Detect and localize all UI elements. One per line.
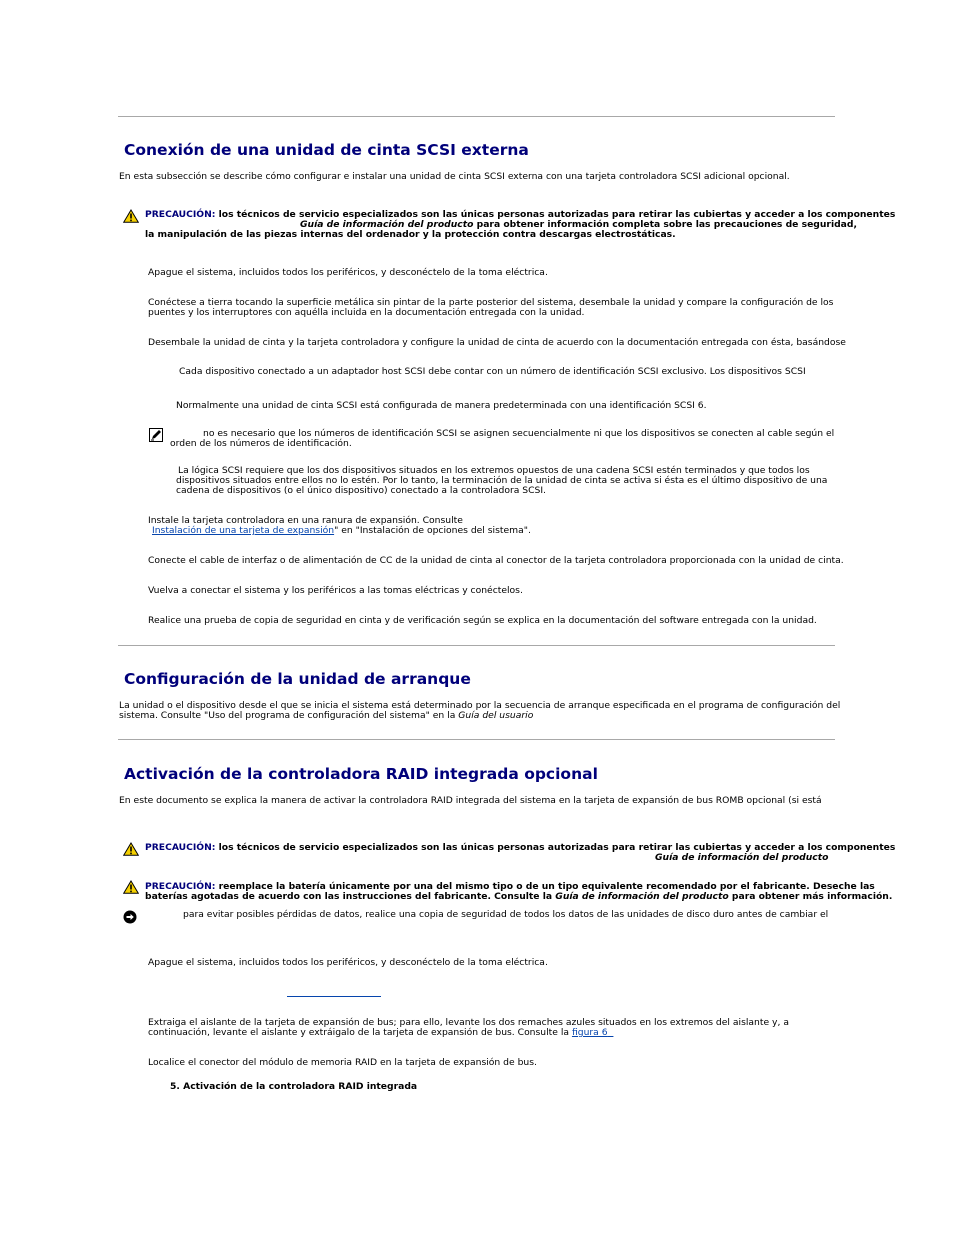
caution-line2-rest: para obtener información completa sobre las precauciones de seguridad, [473, 219, 857, 230]
warning-icon [123, 880, 139, 894]
step-4-rest: " en "Instalación de opciones del sistema". [334, 525, 531, 536]
step-3: Desembale la unidad de cinta y la tarjeta controladora y configure la unidad de cinta de acuerdo con la documentación entregada con ésta, basándose [148, 337, 846, 348]
raid-caution2-line2-a: baterías agotadas de acuerdo con las instrucciones del fabricante. Consulte la [145, 891, 556, 902]
section-title-raid: Activación de la controladora RAID integrada opcional [124, 765, 598, 783]
raid-step-3-line1: Extraiga el aislante de la tarjeta de expansión de bus; para ello, levante los dos remaches azules situados en los extremos del aislante y, a [148, 1017, 789, 1028]
substep-termination-line1: La lógica SCSI requiere que los dos dispositivos situados en los extremos opuestos de una cadena SCSI estén terminados y que todos los [178, 465, 810, 476]
note-icon [149, 428, 163, 442]
step-2-line1: Conéctese a tierra tocando la superficie metálica sin pintar de la parte posterior del sistema, desembale la unidad y compare la configuración de los [148, 297, 834, 308]
caution-label: PRECAUCIÓN: [145, 842, 216, 853]
link-expansion-card[interactable]: Instalación de una tarjeta de expansión [152, 525, 335, 536]
step-5: Conecte el cable de interfaz o de alimentación de CC de la unidad de cinta al conector de la tarjeta controladora proporcionada con la unidad de cinta. [148, 555, 844, 566]
raid-step-1: Apague el sistema, incluidos todos los periféricos, y desconéctelo de la toma eléctrica. [148, 957, 548, 968]
boot-text-line2 [119, 711, 533, 721]
raid-caution2-line2-b: para obtener más información. [728, 891, 893, 902]
raid-caution2-line1: reemplace la batería únicamente por una del mismo tipo o de un tipo equivalente recomendado por el fabricante. Deseche las [218, 881, 875, 892]
note-line1: no es necesario que los números de identificación SCSI se asignen secuencialmente ni que los dispositivos se conecten al cable según el [203, 428, 835, 439]
divider [118, 116, 835, 117]
substep-termination-line3: cadena de dispositivos (o el único dispositivo) conectado a la controladora SCSI. [176, 485, 546, 496]
substep-termination-line2: dispositivos situados entre ellos no lo estén. Por lo tanto, la terminación de la unidad de cinta se activa si ésta es el último dispositivo de una [176, 475, 828, 486]
figure-caption: 5. Activación de la controladora RAID integrada [170, 1081, 418, 1092]
boot-text-line2-a: sistema. Consulte "Uso del programa de configuración del sistema" en la [119, 710, 459, 721]
step-1: Apague el sistema, incluidos todos los periféricos, y desconéctelo de la toma eléctrica. [148, 267, 548, 278]
raid-caution1-line1: los técnicos de servicio especializados son las únicas personas autorizadas para retirar las cubiertas y acceder a los componentes [218, 842, 896, 853]
raid-caution2-line2 [145, 892, 892, 902]
note-line2: orden de los números de identificación. [170, 438, 352, 449]
intro-text: En esta subsección se describe cómo configurar e instalar una unidad de cinta SCSI externa con una tarjeta controladora SCSI adicional opcional. [119, 171, 790, 182]
raid-step-3-line2-a: continuación, levante el aislante y extráigalo de la tarjeta de expansión de bus. Consulte la [148, 1027, 572, 1038]
notice-icon [123, 910, 137, 924]
raid-step-3-line2 [148, 1028, 613, 1038]
caution-guide-title: Guía de información del producto [300, 219, 474, 230]
step-2-line2: puentes y los interruptores con aquélla incluida en la documentación entregada con la unidad. [148, 307, 585, 318]
step-4-line2 [152, 526, 531, 536]
warning-icon [123, 209, 139, 223]
caution-label: PRECAUCIÓN: [145, 209, 216, 220]
raid-caution1-guide: Guía de información del producto [655, 852, 829, 863]
raid-intro: En este documento se explica la manera de activar la controladora RAID integrada del sistema en la tarjeta de expansión de bus ROMB opcional (si está [119, 795, 822, 806]
link-figure-6[interactable]: figura 6 [571, 1027, 608, 1038]
user-guide-title: Guía del usuario [458, 710, 534, 721]
caution-label: PRECAUCIÓN: [145, 881, 216, 892]
raid-step-2-link[interactable] [287, 996, 381, 997]
substep-default-id: Normalmente una unidad de cinta SCSI está configurada de manera predeterminada con una identificación SCSI 6. [176, 400, 707, 411]
step-6: Vuelva a conectar el sistema y los periféricos a las tomas eléctricas y conéctelos. [148, 585, 523, 596]
step-4-line1: Instale la tarjeta controladora en una ranura de expansión. Consulte [148, 515, 463, 526]
divider [118, 739, 835, 740]
raid-step-4: Localice el conector del módulo de memoria RAID en la tarjeta de expansión de bus. [148, 1057, 537, 1068]
section-title-boot-drive: Configuración de la unidad de arranque [124, 670, 471, 688]
section-title-scsi-tape: Conexión de una unidad de cinta SCSI externa [124, 141, 529, 159]
raid-notice: para evitar posibles pérdidas de datos, realice una copia de seguridad de todos los datos de las unidades de disco duro antes de cambiar el [183, 909, 829, 920]
divider [118, 645, 835, 646]
warning-icon [123, 842, 139, 856]
step-7: Realice una prueba de copia de seguridad en cinta y de verificación según se explica en la documentación del software entregada con la unidad. [148, 615, 817, 626]
boot-text-line1: La unidad o el dispositivo desde el que se inicia el sistema está determinado por la secuencia de arranque especificada en el programa de configuración del [119, 700, 841, 711]
raid-caution2-guide: Guía de información del producto [555, 891, 729, 902]
caution-line3: la manipulación de las piezas internas del ordenador y la protección contra descargas electrostáticas. [145, 229, 676, 240]
substep-scsi-id: Cada dispositivo conectado a un adaptador host SCSI debe contar con un número de identificación SCSI exclusivo. Los dispositivos SCSI [179, 366, 806, 377]
caution-line1: los técnicos de servicio especializados son las únicas personas autorizadas para retirar las cubiertas y acceder a los componentes [218, 209, 896, 220]
